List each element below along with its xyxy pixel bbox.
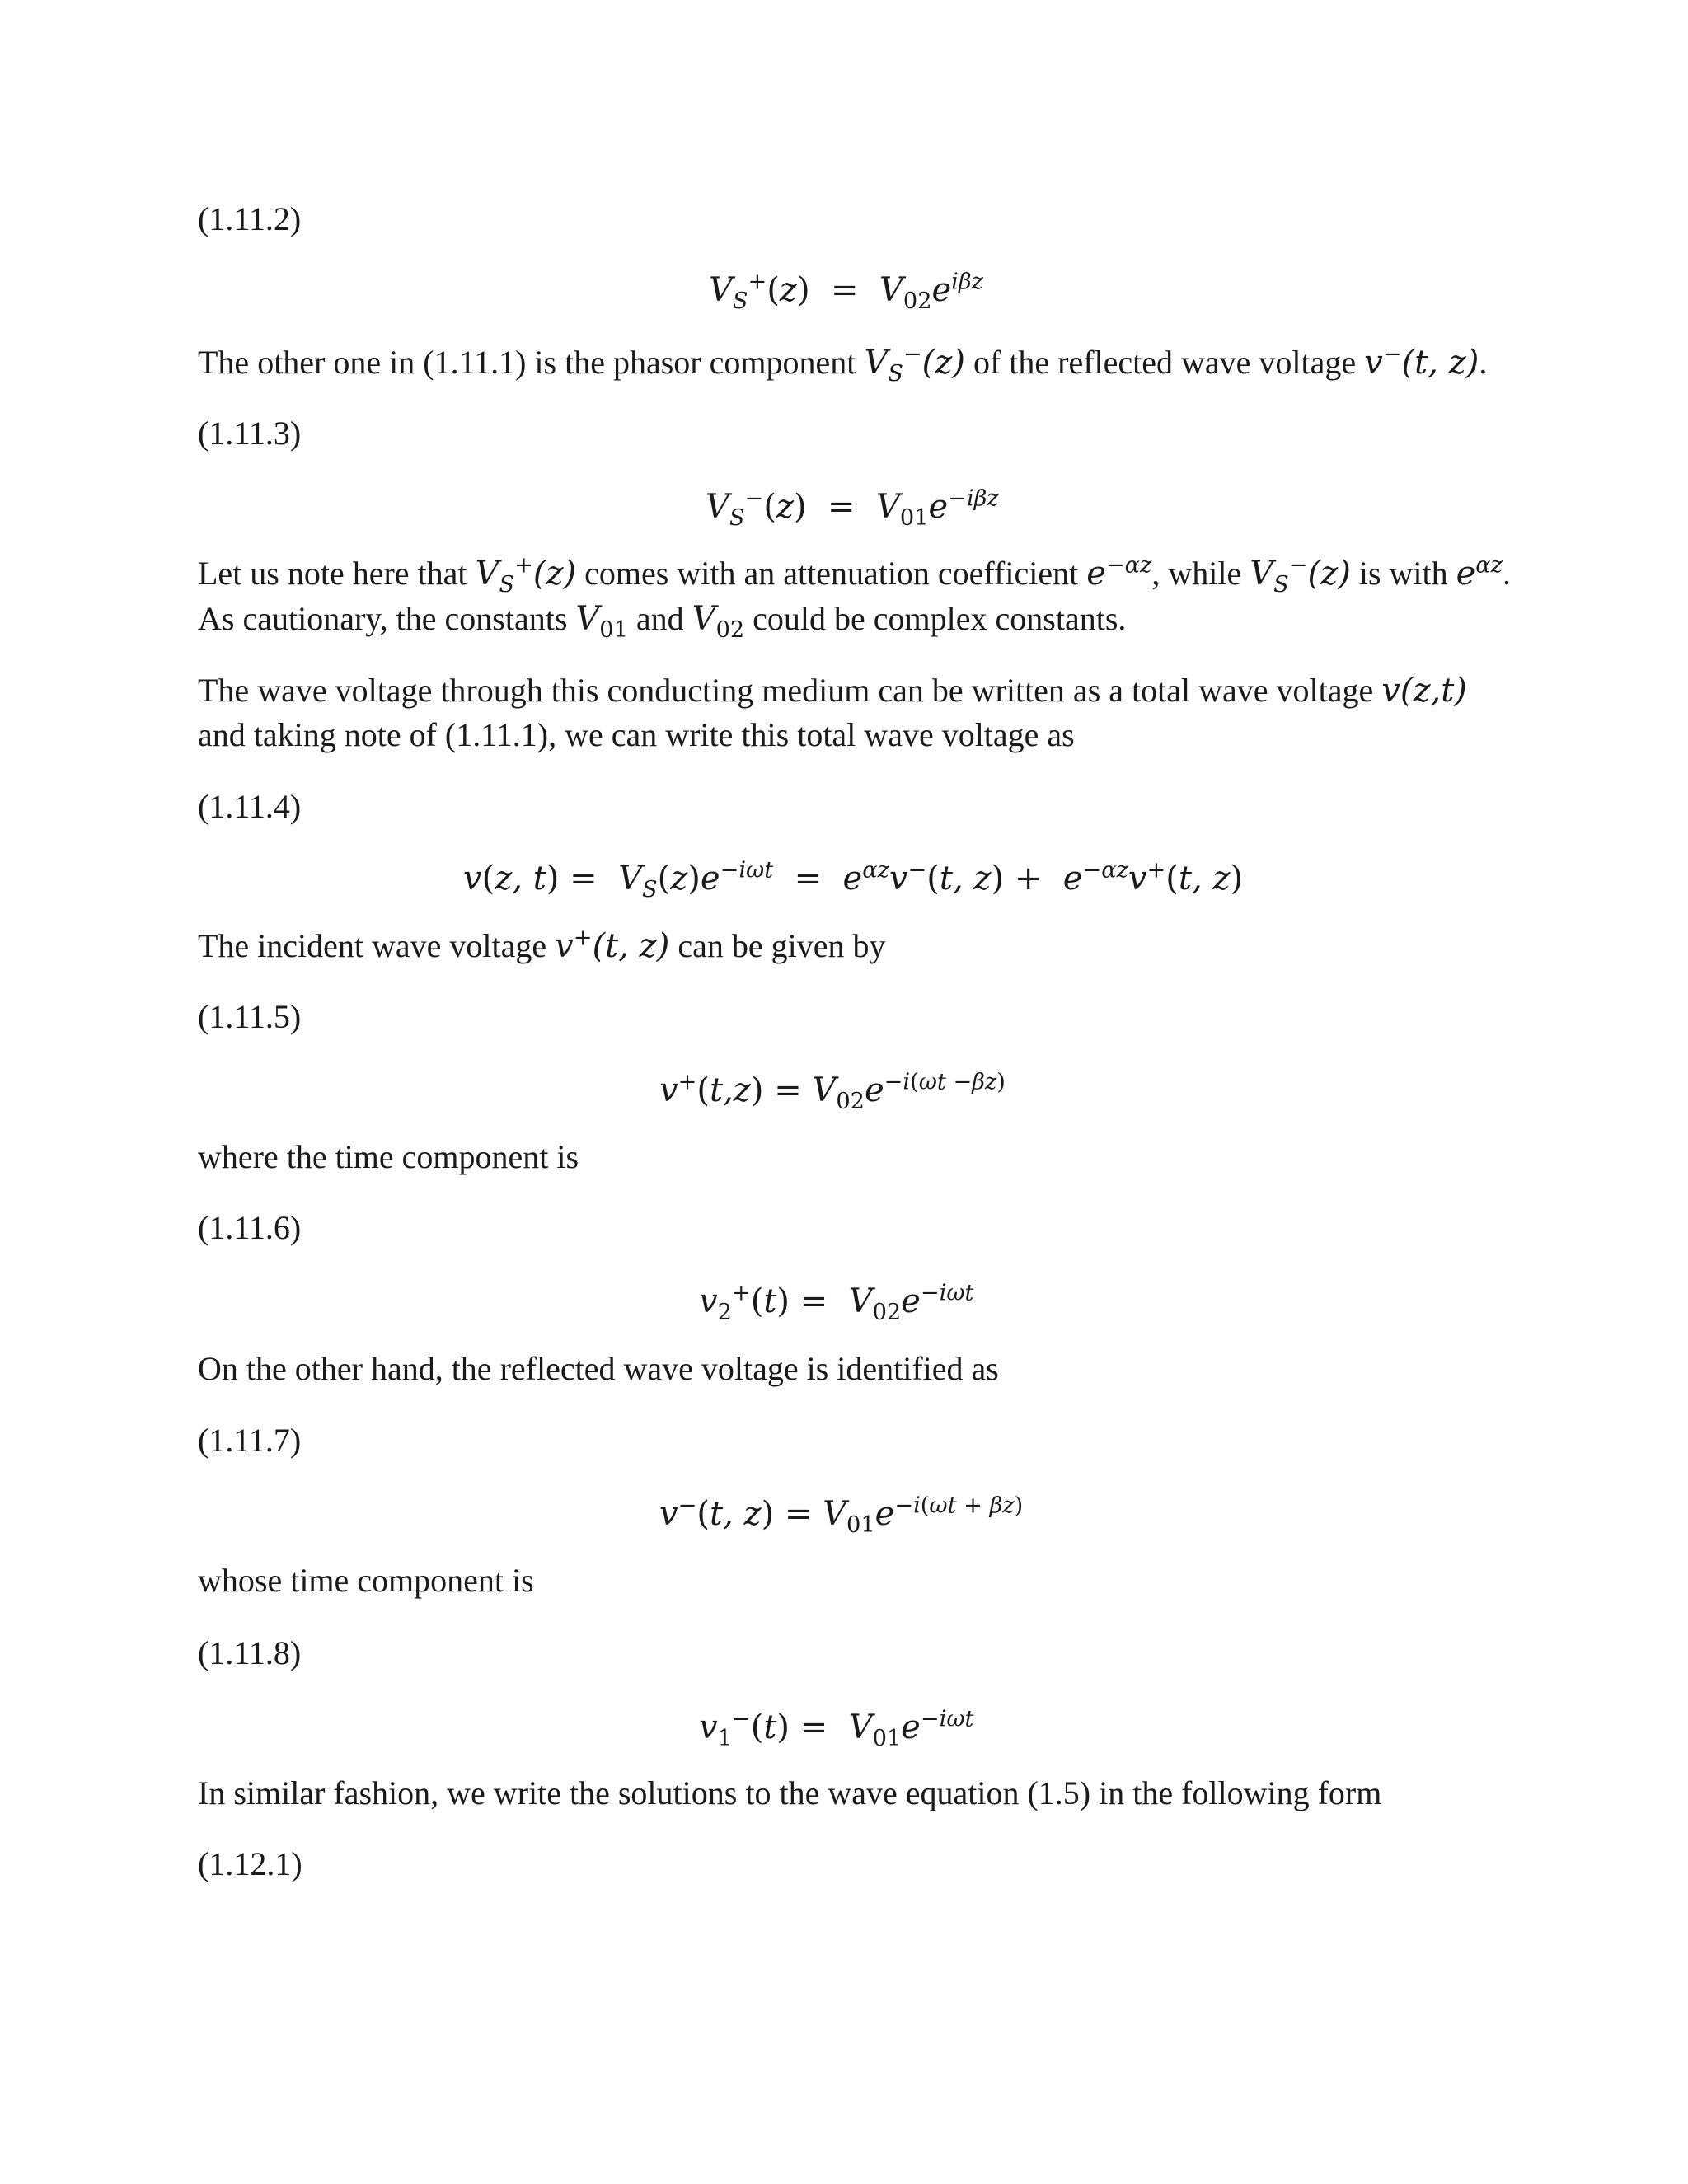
- paragraph-line: where the time component is: [198, 1138, 579, 1175]
- equation-incident-time: $v_2^+(t) = V_{02}e^{-i\omega t}$: [699, 1280, 974, 1325]
- paragraph-line: On the other hand, the reflected wave voltage is identified as: [198, 1350, 999, 1387]
- equation-number: (1.11.4): [198, 788, 302, 825]
- equation-incident-wave: $v^+(t,z) = V_{02}e^{-i(\omega t -\beta z)}$: [659, 1069, 1006, 1114]
- paragraph-line: As cautionary, the constants $V_{01}$ and $V_{02}$ could be complex constants.: [198, 600, 1127, 643]
- paragraph-line: Let us note here that $V_S^+(z)$ comes with an attenuation coefficient $e^{-\alpha z}$, while $V_S^-(z)$ is with $e^{\alpha z}$.: [198, 552, 1511, 598]
- paragraph-line: In similar fashion, we write the solutions to the wave equation (1.5) in the following form: [198, 1774, 1382, 1811]
- equation-vs-plus: $V_S^+(z) = V_{02}e^{i\beta z}$: [709, 269, 983, 314]
- equation-number: (1.11.5): [198, 998, 302, 1035]
- equation-number: (1.11.2): [198, 200, 302, 237]
- equation-number: (1.11.6): [198, 1209, 302, 1246]
- equation-number: (1.11.3): [198, 415, 302, 452]
- equation-reflected-wave: v−(t, $z) = V_{01}e^{-i(\omega t + \beta z)}$: [659, 1493, 1024, 1538]
- equation-number: (1.11.8): [198, 1634, 302, 1671]
- paragraph-line: and taking note of (1.11.1), we can write this total wave voltage as: [198, 716, 1075, 753]
- equation-number: (1.11.7): [198, 1422, 302, 1459]
- paragraph-line: The other one in (1.11.1) is the phasor component $V_S^-(z)$ of the reflected wave voltage v−(t, z).: [198, 341, 1488, 387]
- equation-reflected-time: $v_1^-(t) = V_{01}e^{-i\omega t}$: [699, 1706, 974, 1751]
- paragraph-line: The wave voltage through this conducting medium can be written as a total wave voltage v(z,t): [198, 672, 1467, 710]
- paragraph-line: whose time component is: [198, 1562, 534, 1599]
- equation-vs-minus: $V_S^-(z) = V_{01}e^{-i\beta z}$: [706, 485, 999, 531]
- equation-total-voltage: v(z, $t) = V_S(z)e^{-i\omega t} = e^{\alpha z}v^-(t$, $z) + e^{-\alpha z}v^+(t$, z): [463, 857, 1244, 902]
- equation-number: (1.12.1): [198, 1845, 302, 1882]
- paragraph-line: The incident wave voltage v+(t, z) can be given by: [198, 925, 886, 965]
